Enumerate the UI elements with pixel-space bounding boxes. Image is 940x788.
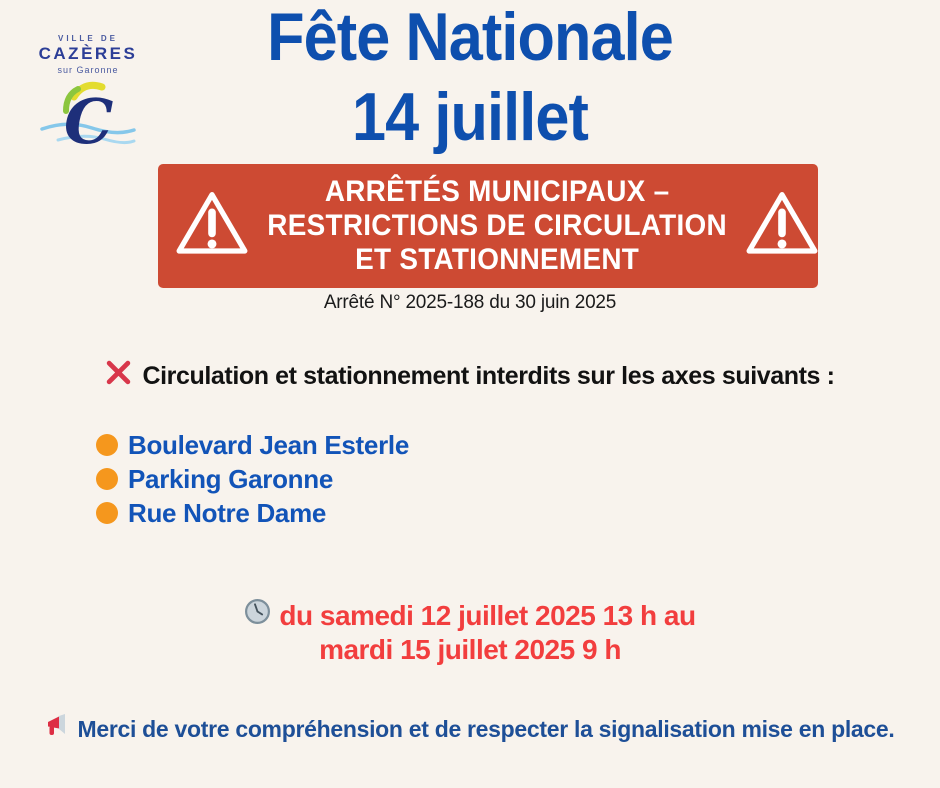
decree-reference: Arrêté N° 2025-188 du 30 juin 2025 — [323, 292, 617, 313]
page-title — [0, 0, 940, 157]
orange-dot-icon — [96, 502, 118, 524]
alert-banner — [158, 164, 818, 288]
restrictions-heading-text: Circulation et stationnement interdits sur les axes suivants : — [142, 361, 835, 390]
title-line-2: 14 juillet — [352, 79, 588, 155]
restriction-period — [0, 598, 940, 667]
warning-triangle-icon — [744, 190, 820, 263]
restrictions-heading — [0, 356, 940, 396]
orange-dot-icon — [96, 468, 118, 490]
banner-line-2: RESTRICTIONS DE CIRCULATION — [267, 209, 727, 242]
alert-banner-text — [250, 175, 744, 277]
banner-line-1: ARRÊTÉS MUNICIPAUX – — [324, 175, 670, 208]
banner-line-3: ET STATIONNEMENT — [355, 243, 640, 276]
title-line-1: Fête Nationale — [267, 0, 673, 75]
footer-message — [0, 712, 940, 746]
street-name: Rue Notre Dame — [128, 497, 327, 528]
period-text-2: mardi 15 juillet 2025 9 h — [319, 634, 621, 665]
warning-triangle-icon — [174, 190, 250, 263]
list-item — [96, 428, 409, 462]
footer-message-text: Merci de votre compréhension et de respecter la signalisation mise en place. — [77, 715, 895, 742]
period-line-1 — [0, 598, 940, 633]
clock-icon — [244, 598, 271, 633]
logo-city-name: CAZÈRES — [38, 44, 138, 63]
svg-text:C: C — [64, 85, 114, 153]
street-name: Boulevard Jean Esterle — [128, 429, 409, 460]
street-name: Parking Garonne — [128, 463, 333, 494]
list-item — [96, 462, 409, 496]
list-item — [96, 496, 409, 530]
logo-city-suffix: sur Garonne — [57, 65, 119, 75]
orange-dot-icon — [96, 434, 118, 456]
period-text-1: du samedi 12 juillet 2025 13 h au — [279, 599, 696, 631]
logo-city-prefix: VILLE DE — [57, 34, 118, 43]
street-list — [96, 428, 409, 530]
megaphone-icon — [45, 714, 69, 744]
cross-mark-icon — [105, 359, 132, 393]
